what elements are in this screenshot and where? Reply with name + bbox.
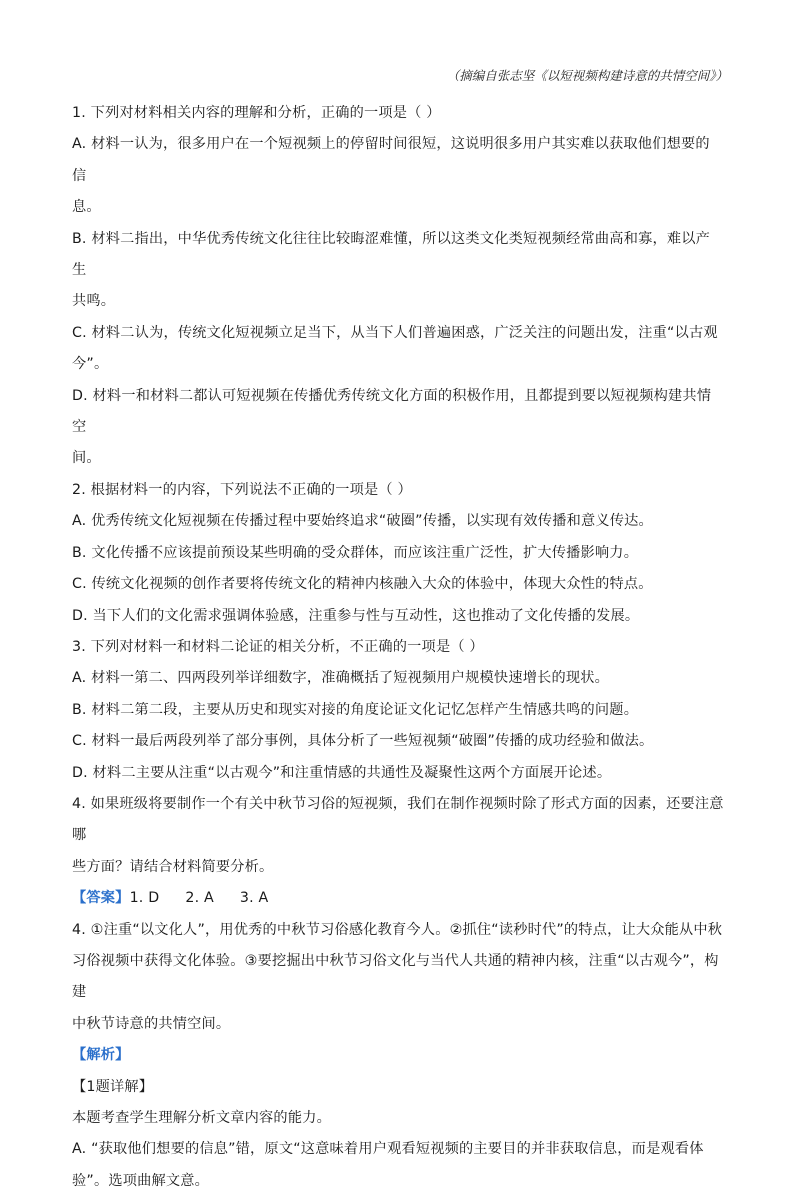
analysis-line3: 验”。选项曲解文意。 xyxy=(72,1172,210,1189)
q3-option-c: C. 材料一最后两段列举了部分事例，具体分析了一些短视频“破圈”传播的成功经验和做法。 xyxy=(72,733,654,750)
question-3-stem: 3. 下列对材料一和材料二论证的相关分析，不正确的一项是（ ） xyxy=(72,638,484,655)
question-1-stem: 1. 下列对材料相关内容的理解和分析，正确的一项是（ ） xyxy=(72,105,441,121)
answer-item-2: 2. A xyxy=(185,890,214,907)
analysis-line1: 本题考查学生理解分析文章内容的能力。 xyxy=(72,1110,331,1126)
q1-option-a-line1: A. 材料一认为，很多用户在一个短视频上的停留时间很短，这说明很多用户其实难以获取他们想要的信 xyxy=(72,136,710,184)
analysis-label: 【解析】 xyxy=(72,1047,130,1064)
source-note: （摘编自张志坚《以短视频构建诗意的共情空间》） xyxy=(446,68,728,83)
q1-detail-heading: 【1题详解】 xyxy=(72,1078,154,1095)
q2-option-a: A. 优秀传统文化短视频在传播过程中要始终追求“破圈”传播，以实现有效传播和意义传达。 xyxy=(72,513,653,530)
question-4-line2: 些方面？请结合材料简要分析。 xyxy=(72,858,274,875)
q2-option-c: C. 传统文化视频的创作者要将传统文化的精神内核融入大众的体验中，体现大众性的特点。 xyxy=(72,576,653,593)
q1-option-b-line2: 共鸣。 xyxy=(72,293,116,310)
q2-option-b: B. 文化传播不应该提前预设某些明确的受众群体，而应该注重广泛性，扩大传播影响力。 xyxy=(72,544,639,561)
q3-option-b: B. 材料二第二段，主要从历史和现实对接的角度论证文化记忆怎样产生情感共鸣的问题。 xyxy=(72,701,639,718)
answer-row xyxy=(72,883,724,914)
document-body xyxy=(72,98,724,1197)
analysis-heading xyxy=(72,1040,724,1071)
q1-option-a-line2: 息。 xyxy=(72,199,101,216)
answer-4-line2: 习俗视频中获得文化体验。③要挖掘出中秋节习俗文化与当代人共通的精神内核，注重“以古观今”，构建 xyxy=(72,952,719,1001)
q3-option-d: D. 材料二主要从注重“以古观今”和注重情感的共通性及凝聚性这两个方面展开论述。 xyxy=(72,764,612,781)
answer-item-3: 3. A xyxy=(239,890,269,907)
q3-option-a: A. 材料一第二、四两段列举详细数字，准确概括了短视频用户规模快速增长的现状。 xyxy=(72,670,610,687)
analysis-line2: A. “获取他们想要的信息”错，原文“这意味着用户观看短视频的主要目的并非获取信息，而是观看体 xyxy=(72,1141,704,1158)
question-2-stem: 2. 根据材料一的内容，下列说法不正确的一项是（ ） xyxy=(72,481,412,498)
q1-option-d-line1: D. 材料一和材料二都认可短视频在传播优秀传统文化方面的积极作用，且都提到要以短视频构建共情空 xyxy=(72,387,712,436)
q1-option-b-line1: B. 材料二指出，中华优秀传统文化往往比较晦涩难懂，所以这类文化类短视频经常曲高和寡，难以产生 xyxy=(72,230,711,279)
answer-item-1: 1. D xyxy=(129,890,160,907)
q1-option-d-line2: 间。 xyxy=(72,450,101,467)
question-4-line1: 4. 如果班级将要制作一个有关中秋节习俗的短视频，我们在制作视频时除了形式方面的因素，还要注意哪 xyxy=(72,795,724,844)
q1-option-c-line1: C. 材料二认为，传统文化短视频立足当下，从当下人们普遍困惑，广泛关注的问题出发，注重“以古观 xyxy=(72,324,718,341)
answer-4-line1: 4. ①注重“以文化人”，用优秀的中秋节习俗感化教育今人。②抓住“读秒时代”的特点，让大众能从中秋 xyxy=(72,921,723,938)
q1-option-c-line2: 今”。 xyxy=(72,356,109,373)
answer-label: 【答案】 xyxy=(72,890,130,907)
answer-4-line3: 中秋节诗意的共情空间。 xyxy=(72,1015,231,1032)
q2-option-d: D. 当下人们的文化需求强调体验感，注重参与性与互动性，这也推动了文化传播的发展。 xyxy=(72,607,640,624)
